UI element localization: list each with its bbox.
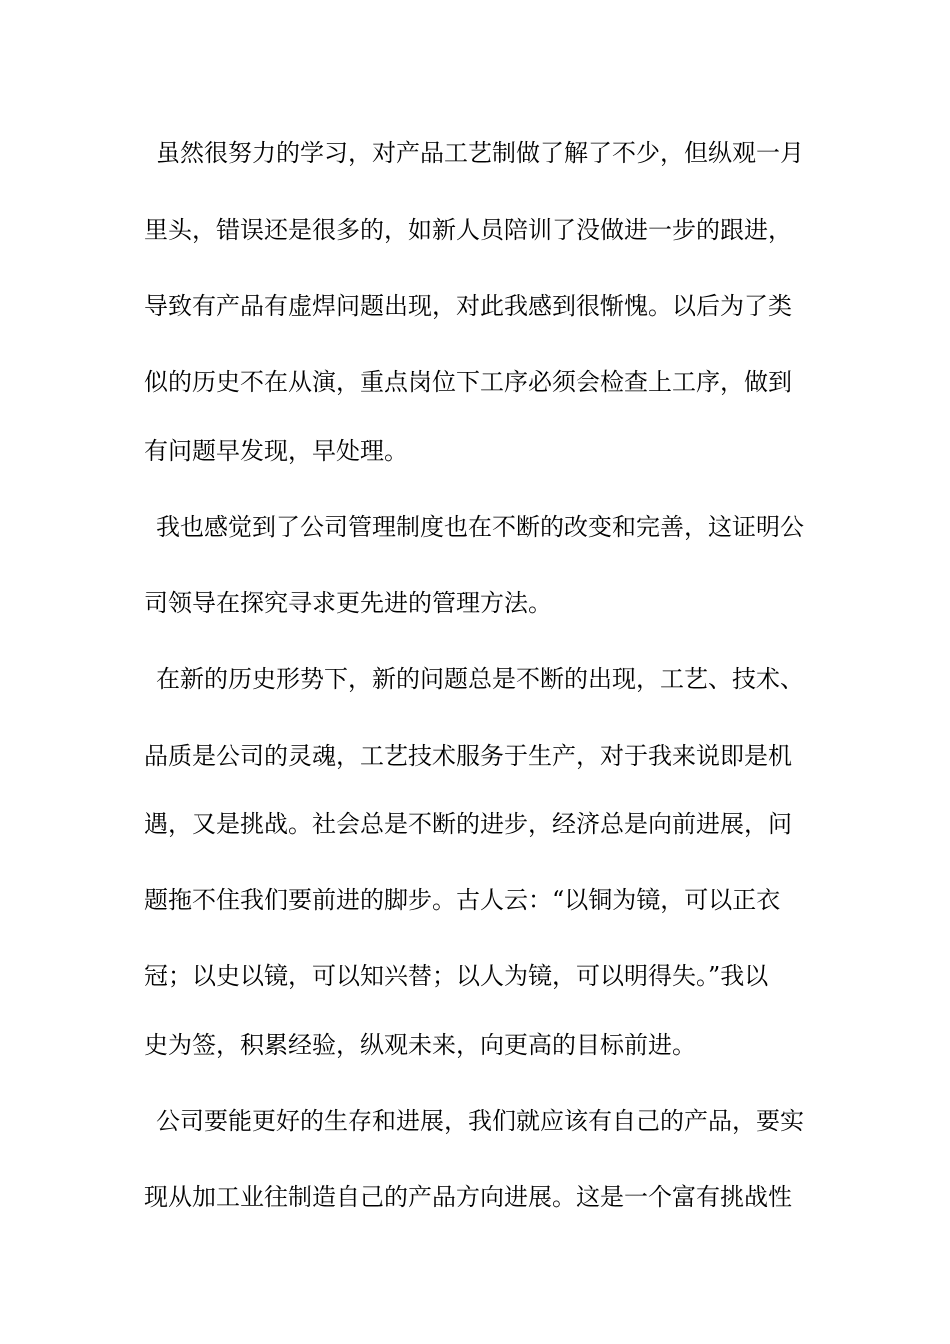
paragraph-3-line-6: 史为签，积累经验，纵观未来，向更高的目标前进。 bbox=[144, 1031, 696, 1059]
paragraph-2-line-2: 司领导在探究寻求更先进的管理方法。 bbox=[144, 589, 552, 617]
paragraph-1-line-1: 虽然很努力的学习，对产品工艺制做了解了不少，但纵观一月 bbox=[156, 139, 804, 167]
paragraph-3-line-5: 冠；以史以镜，可以知兴替；以人为镜，可以明得失。”我以 bbox=[144, 962, 769, 990]
paragraph-2-line-1: 我也感觉到了公司管理制度也在不断的改变和完善，这证明公 bbox=[156, 513, 804, 541]
paragraph-3-line-1: 在新的历史形势下，新的问题总是不断的出现，工艺、技术、 bbox=[156, 665, 804, 693]
paragraph-4-line-1: 公司要能更好的生存和进展，我们就应该有自己的产品，要实 bbox=[156, 1107, 804, 1135]
paragraph-3-line-2: 品质是公司的灵魂，工艺技术服务于生产，对于我来说即是机 bbox=[144, 742, 792, 770]
paragraph-4-line-2: 现从加工业往制造自己的产品方向进展。这是一个富有挑战性 bbox=[144, 1183, 792, 1211]
paragraph-1-line-5: 有问题早发现，早处理。 bbox=[144, 437, 408, 465]
paragraph-3-line-3: 遇，又是挑战。社会总是不断的进步，经济总是向前进展，问 bbox=[144, 810, 792, 838]
paragraph-3-line-4: 题拖不住我们要前进的脚步。古人云：“以铜为镜，可以正衣 bbox=[144, 886, 781, 914]
paragraph-1-line-4: 似的历史不在从演，重点岗位下工序必须会检查上工序，做到 bbox=[144, 368, 792, 396]
paragraph-1-line-2: 里头，错误还是很多的，如新人员陪训了没做进一步的跟进， bbox=[144, 216, 792, 244]
paragraph-1-line-3: 导致有产品有虚焊问题出现，对此我感到很惭愧。以后为了类 bbox=[144, 292, 792, 320]
